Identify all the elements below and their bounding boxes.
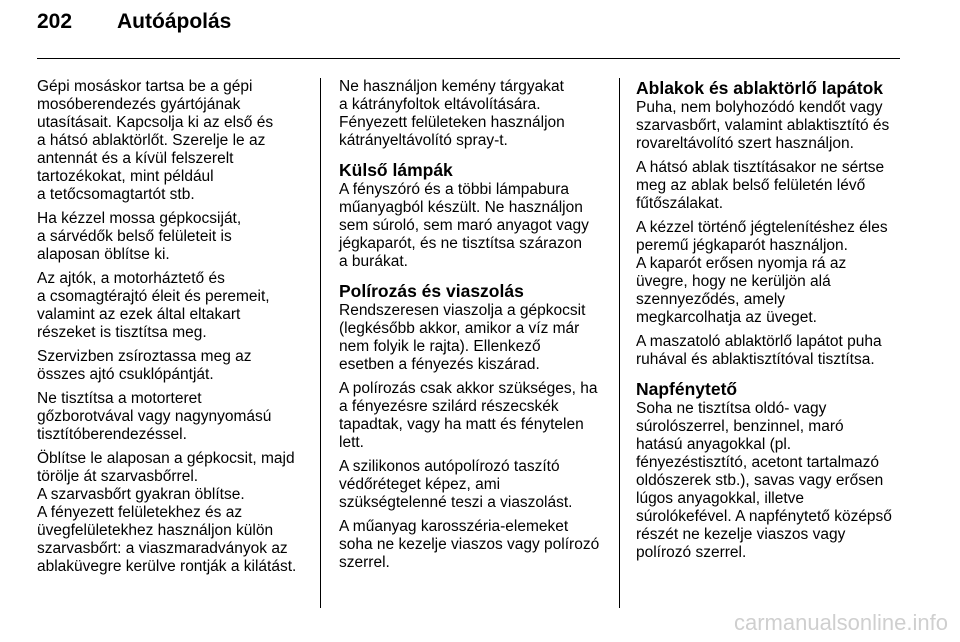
page-title: Autóápolás bbox=[117, 10, 232, 33]
paragraph: Soha ne tisztítsa oldó- vagy súrolószerrel, benzinnel, maró hatású anyagokkal (pl. fényezéstisztító, acetont tartalmazó oldószerek stb.), savas vagy erősen lúgos anyagokkal, illetve súrolókefével. A napfénytető középső részét ne kezelje viaszos vagy polírozó szerrel. bbox=[636, 400, 892, 561]
paragraph: Rendszeresen viaszolja a gépkocsit (legkésőbb akkor, amikor a víz már nem folyik le rajta). Ellenkező esetben a fényezés kiszárad. bbox=[339, 302, 586, 373]
section-heading: Napfénytető bbox=[636, 379, 738, 399]
section-heading: Polírozás és viaszolás bbox=[339, 281, 524, 301]
paragraph: A polírozás csak akkor szükséges, ha a fényezésre szilárd részecskék tapadtak, vagy ha matt és fénytelen lett. bbox=[339, 380, 598, 451]
section-heading: Külső lámpák bbox=[339, 160, 453, 180]
paragraph: A szilikonos autópolírozó taszító védőréteget képez, ami szükségtelenné teszi a viaszolást. bbox=[339, 458, 573, 511]
paragraph: Az ajtók, a motorháztető és a csomagtérajtó éleit és peremeit, valamint az ezek által eltakart részeket is tisztítsa meg. bbox=[37, 270, 270, 341]
column-3 bbox=[636, 78, 906, 568]
column-2 bbox=[339, 78, 609, 578]
header-rule bbox=[37, 58, 900, 59]
paragraph: A fényszóró és a többi lámpabura műanyagból készült. Ne használjon sem súroló, sem maró anyagot vagy jégkaparót, és ne tisztítsa szárazon a burákat. bbox=[339, 181, 589, 270]
paragraph: Ne használjon kemény tárgyakat a kátrányfoltok eltávolítására. Fényezett felületeken használjon kátrányeltávolító spray-t. bbox=[339, 78, 565, 149]
section-heading: Ablakok és ablaktörlő lapátok bbox=[636, 78, 884, 98]
paragraph: A műanyag karosszéria-elemeket soha ne kezelje viaszos vagy polírozó szerrel. bbox=[339, 518, 600, 571]
paragraph: Ha kézzel mossa gépkocsiját, a sárvédők belső felületeit is alaposan öblítse ki. bbox=[37, 210, 242, 263]
paragraph: A maszatoló ablaktörlő lapátot puha ruhával és ablaktisztítóval tisztítsa. bbox=[636, 333, 882, 368]
column-divider bbox=[320, 78, 321, 608]
paragraph: Ne tisztítsa a motorteret gőzborotvával vagy nagynyomású tisztítóberendezéssel. bbox=[37, 390, 272, 443]
paragraph: A kézzel történő jégtelenítéshez éles peremű jégkaparót használjon. A kaparót erősen nyomja rá az üvegre, hogy ne kerüljön alá szennyeződés, amely megkarcolhatja az üveget. bbox=[636, 219, 888, 326]
paragraph: Puha, nem bolyhozódó kendőt vagy szarvasbőrt, valamint ablaktisztító és rovareltávolító szert használjon. bbox=[636, 99, 890, 152]
page-number: 202 bbox=[37, 10, 73, 33]
column-divider bbox=[619, 78, 620, 608]
paragraph: Öblítse le alaposan a gépkocsit, majd törölje át szarvasbőrrel. A szarvasbőrt gyakran öblítse. A fényezett felületekhez és az üvegfelületekhez használjon külön szarvasbőrt: a viaszmaradványok az ablaküvegre kerülve rontják a kilátást. bbox=[37, 450, 297, 575]
paragraph: Szervizben zsíroztassa meg az összes ajtó csuklópántját. bbox=[37, 348, 252, 383]
paragraph: A hátsó ablak tisztításakor ne sértse meg az ablak belső felületén lévő fűtőszálakat. bbox=[636, 159, 885, 212]
watermark: carmanualsonline.info bbox=[733, 610, 948, 635]
paragraph: Gépi mosáskor tartsa be a gépi mosóberendezés gyártójának utasításait. Kapcsolja ki az első és a hátsó ablaktörlőt. Szerelje le az antennát és a kívül felszerelt tartozékokat, mint például a tetőcsomagtartót stb. bbox=[37, 78, 274, 203]
column-1 bbox=[37, 78, 312, 582]
